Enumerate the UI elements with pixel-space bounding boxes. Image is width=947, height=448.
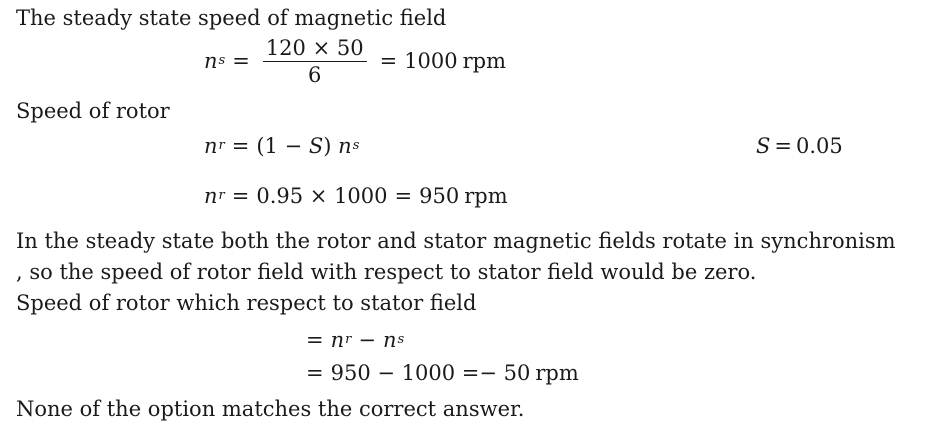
var-n: n (204, 134, 218, 158)
equals-sign: = (306, 361, 324, 385)
equals-sign: = (774, 134, 792, 158)
numerator: 120 × 50 (263, 37, 367, 62)
var-slip: S (756, 134, 771, 158)
fraction (263, 37, 367, 86)
open-expression: (1 − (256, 134, 303, 158)
value: 1000 (404, 49, 458, 73)
sub-r: r (218, 188, 225, 203)
equals-sign: = (379, 49, 398, 73)
denominator: 6 (308, 62, 322, 87)
equation-rotor-speed-value (204, 184, 508, 208)
sub-r: r (345, 332, 352, 347)
var-n: n (204, 184, 218, 208)
text-paragraph-line-2: , so the speed of rotor field with respect to stator field would be zero. (16, 260, 757, 284)
unit: rpm (464, 184, 508, 208)
sub-s: s (218, 53, 226, 68)
value: 950 (419, 184, 460, 208)
sub-s: s (352, 138, 360, 153)
unit: rpm (535, 361, 579, 385)
text-steady-state-speed: The steady state speed of magnetic field (16, 6, 447, 30)
slip-value: 0.05 (796, 134, 843, 158)
sub-s: s (397, 332, 405, 347)
equals-sign: = (231, 134, 250, 158)
expression: 950 − 1000 =− 50 (330, 361, 531, 385)
equals-sign: = (231, 184, 250, 208)
sub-r: r (218, 138, 225, 153)
equation-relative-speed-value (306, 361, 579, 385)
minus-sign: − (358, 328, 376, 352)
text-conclusion: None of the option matches the correct answer. (16, 397, 525, 421)
var-n: n (382, 328, 397, 352)
equals-sign: = (394, 184, 413, 208)
equation-relative-speed (306, 328, 404, 352)
text-speed-relative: Speed of rotor which respect to stator field (16, 291, 477, 315)
equation-synchronous-speed (204, 35, 507, 87)
close-paren: ) (323, 134, 332, 158)
equation-rotor-speed (204, 134, 359, 158)
var-n: n (330, 328, 345, 352)
expression: 0.95 × 1000 (256, 184, 388, 208)
var-n: n (204, 49, 218, 73)
var-slip: S (308, 134, 324, 158)
var-n: n (338, 134, 352, 158)
unit: rpm (462, 49, 507, 73)
text-speed-of-rotor: Speed of rotor (16, 99, 170, 123)
text-paragraph-line-1: In the steady state both the rotor and stator magnetic fields rotate in synchronism (16, 229, 896, 253)
equation-slip-value (756, 134, 843, 158)
equals-sign: = (232, 49, 250, 73)
equals-sign: = (306, 328, 324, 352)
